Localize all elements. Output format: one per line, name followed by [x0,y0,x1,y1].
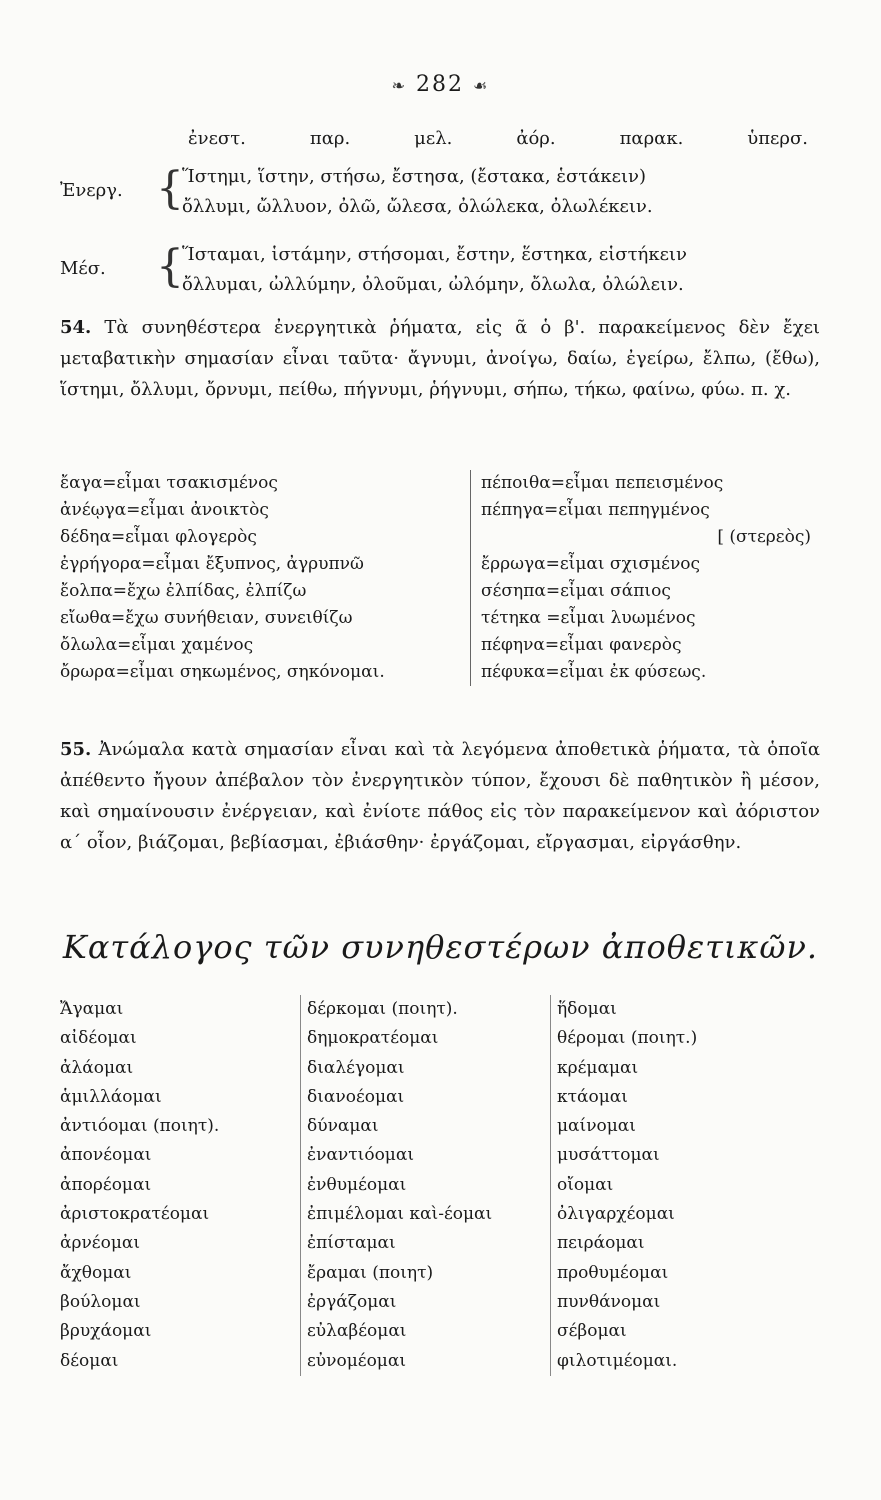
list-item: βούλομαι [60,1291,141,1312]
section-number: 54. [60,317,92,338]
list-item: κτάομαι [557,1086,628,1107]
tense-heading: μελ. [414,128,453,149]
example-line: ἐγρήγορα=εἶμαι ἔξυπνος, ἀγρυπνῶ [60,554,364,574]
example-line: ἔολπα=ἔχω ἐλπίδας, ἐλπίζω [60,581,307,601]
brace-icon: { [156,163,184,214]
list-item: ἐπίσταμαι [307,1233,396,1254]
list-item: ἄχθομαι [60,1262,132,1283]
tense-heading: παρ. [309,128,351,149]
list-item: εὐνομέομαι [307,1350,406,1371]
examples-right-column [470,470,831,686]
list-item: οἴομαι [557,1174,614,1195]
active-voice-label: Ἐνεργ. [60,180,123,201]
list-item: ἀριστοκρατέομαι [60,1204,210,1225]
list-item: δέρκομαι (ποιητ). [307,999,458,1019]
list-item: ἥδομαι [557,999,617,1019]
active-voice-group [60,162,820,226]
catalog-title: Κατάλογος τῶν συνηθεστέρων ἀποθετικῶν. [62,928,819,966]
list-item: ἐπιμέλομαι καὶ-έομαι [307,1204,493,1225]
paragraph-text: Ἀνώμαλα κατὰ σημασίαν εἶναι καὶ τὰ λεγόμενα ἀποθετικὰ ῥήματα, τὰ ὁποῖα ἀπέθεντο ἤγουν ἀπέβαλον τὸν ἐνεργητικὸν τύπον, ἔχουσι δὲ παθητικὸν ἢ μέσον, καὶ σημαίνουσιν ἐνέργειαν, καὶ ἐνίοτε πάθος εἰς τὸν παρακείμενον καὶ ἀόριστον α΄ οἷον, βιάζομαι, βεβίασμαι, ἐβιάσθην· ἐργάζομαι, εἴργασμαι, εἰργάσθην. [60,739,820,853]
example-line: ὄλωλα=εἶμαι χαμένος [60,635,254,655]
list-item: ἐργάζομαι [307,1291,397,1312]
ornament-left-icon: ❧ [391,76,408,95]
example-line: ὄρωρα=εἶμαι σηκωμένος, σηκόνομαι. [60,662,385,682]
list-item: ἀπορέομαι [60,1174,152,1195]
paragraph-55 [60,734,820,858]
page-header [0,72,881,97]
ornament-right-icon: ☙ [473,76,490,95]
list-item: ἀρνέομαι [60,1233,141,1254]
list-item: δημοκρατέομαι [307,1028,439,1049]
list-item: αἰδέομαι [60,1028,137,1049]
middle-voice-group [60,240,820,304]
list-item: ἐνθυμέομαι [307,1174,407,1195]
list-item: διαλέγομαι [307,1057,405,1078]
catalog-column-2 [300,995,557,1376]
example-line: [ (στερεὸς) [717,527,811,547]
list-item: μαίνομαι [557,1116,636,1137]
brace-icon: { [156,241,184,292]
conjugation-row: ὄλλυμι, ὤλλυον, ὀλῶ, ὤλεσα, ὀλώλεκα, ὀλωλέκειν. [182,196,653,217]
list-item: εὐλαβέομαι [307,1321,407,1342]
list-item: πυνθάνομαι [557,1291,661,1312]
tense-heading: ἐνεστ. [188,128,246,149]
list-item: ὀλιγαρχέομαι [557,1204,675,1225]
conjugation-row: ὄλλυμαι, ὠλλύμην, ὀλοῦμαι, ὠλόμην, ὄλωλα, ὀλώλειν. [182,274,684,295]
example-line: πέφυκα=εἶμαι ἐκ φύσεως. [481,662,707,682]
list-item: δέομαι [60,1350,119,1371]
list-item: ἔραμαι (ποιητ) [307,1262,434,1283]
list-item: ἀπονέομαι [60,1145,152,1166]
list-item: ἀντιόομαι (ποιητ). [60,1116,220,1137]
conjugation-row: Ἵσταμαι, ἱστάμην, στήσομαι, ἔστην, ἕστηκα, εἱστήκειν [182,244,687,265]
list-item: ἀλάομαι [60,1057,134,1078]
example-line: ἔρρωγα=εἶμαι σχισμένος [481,554,701,574]
example-line: ἀνέῳγα=εἶμαι ἀνοικτὸς [60,500,269,520]
list-item: κρέμαμαι [557,1057,639,1078]
page-number: 282 [416,72,465,97]
list-item: θέρομαι (ποιητ.) [557,1028,698,1049]
example-line: σέσηπα=εἶμαι σάπιος [481,581,671,601]
list-item: μυσάττομαι [557,1145,660,1166]
example-line: πέφηνα=εἶμαι φανερὸς [481,635,682,655]
list-item: δύναμαι [307,1116,379,1137]
tense-heading: ἀόρ. [516,128,556,149]
examples-left-column [60,470,470,686]
list-item: φιλοτιμέομαι. [557,1350,678,1371]
example-line: ἔαγα=εἶμαι τσακισμένος [60,473,278,493]
example-line: τέτηκα =εἶμαι λυωμένος [481,608,696,628]
conjugation-row: Ἵστημι, ἵστην, στήσω, ἔστησα, (ἔστακα, ἑστάκειν) [182,166,647,187]
example-line: δέδηα=εἶμαι φλογερὸς [60,527,257,547]
section-number: 55. [60,739,92,760]
middle-voice-label: Μέσ. [60,258,106,279]
example-line: πέπηγα=εἶμαι πεπηγμένος [481,500,710,520]
list-item: ἁμιλλάομαι [60,1086,162,1107]
list-item: πειράομαι [557,1233,645,1254]
list-item: ἐναντιόομαι [307,1145,415,1166]
catalog-column-1 [60,995,300,1376]
catalog-column-3 [550,995,817,1376]
list-item: Ἄγαμαι [60,999,124,1019]
list-item: διανοέομαι [307,1086,405,1107]
list-item: προθυμέομαι [557,1262,669,1283]
tense-heading: ὑπερσ. [747,128,808,149]
example-line: εἴωθα=ἔχω συνήθειαν, συνειθίζω [60,608,353,628]
paragraph-54 [60,312,820,405]
list-item: σέβομαι [557,1321,627,1342]
tense-heading: παρακ. [619,128,684,149]
example-line: πέποιθα=εἶμαι πεπεισμένος [481,473,724,493]
list-item: βρυχάομαι [60,1321,152,1342]
paragraph-text: Τὰ συνηθέστερα ἐνεργητικὰ ῥήματα, εἰς ᾶ ὁ β'. παρακείμενος δὲν ἔχει μεταβατικὴν σημασίαν εἶναι ταῦτα· ἄγνυμι, ἀνοίγω, δαίω, ἐγείρω, ἔλπω, (ἔθω), ἵστημι, ὄλλυμι, ὄρνυμι, πείθω, πήγνυμι, ῥήγνυμι, σήπω, τήκω, φαίνω, φύω. π. χ. [60,317,820,400]
tense-headings [188,128,808,149]
